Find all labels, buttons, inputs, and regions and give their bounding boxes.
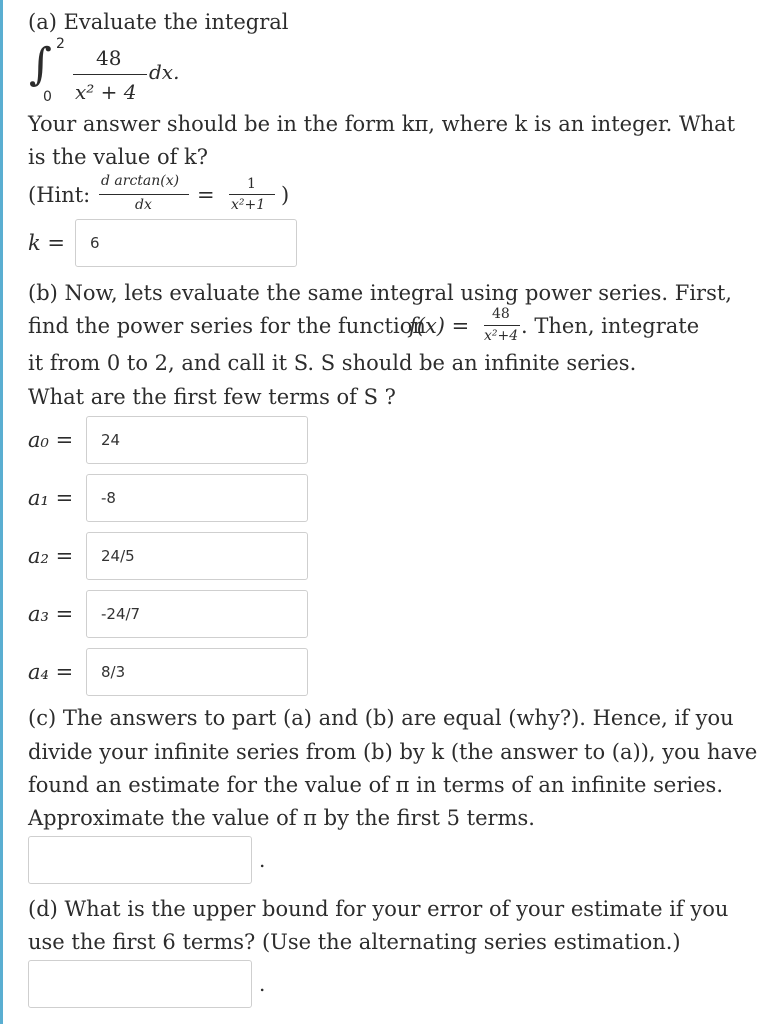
part-b-line2-pre: find the power series for the function [28,314,426,338]
term-a4-label: a₄ = [28,660,74,684]
term-a3-label: a₃ = [28,602,74,626]
part-a-instruction-line1: Your answer should be in the form kπ, where k is an integer. What [28,112,736,136]
k-answer-input[interactable]: 6 [75,219,297,267]
hint-left-denominator: dx [135,197,152,213]
part-b-line3: it from 0 to 2, and call it S. S should be an infinite series. [28,351,637,375]
part-d-line1: (d) What is the upper bound for your error of your estimate if you [28,897,729,921]
part-c-line1: (c) The answers to part (a) and (b) are equal (why?). Hence, if you [28,706,734,730]
term-a1-input[interactable]: -8 [86,474,308,522]
integrand-numerator: 48 [96,46,122,70]
part-c-line2: divide your infinite series from (b) by k (the answer to (a)), you have [28,740,758,764]
hint-right-bar [229,194,275,195]
hint-equals: = [197,183,215,207]
part-b-line4: What are the first few terms of S ? [28,385,396,409]
integrand-denominator: x² + 4 [75,80,137,104]
error-bound-input[interactable] [28,960,252,1008]
term-a3-input[interactable]: -24/7 [86,590,308,638]
part-b-line1: (b) Now, lets evaluate the same integral using power series. First, [28,281,732,305]
hint-right-numerator: 1 [247,176,256,192]
part-c-line4: Approximate the value of π by the first 5 terms. [28,806,535,830]
part-b-function: f(x) = [409,314,470,338]
part-a-instruction-line2: is the value of k? [28,145,209,169]
term-a2-label: a₂ = [28,544,74,568]
integral-sign: ∫ [29,39,52,90]
pi-estimate-input[interactable] [28,836,252,884]
term-a1-label: a₁ = [28,486,74,510]
hint-left-numerator: d arctan(x) [101,173,180,189]
part-b-frac-numerator: 48 [492,306,510,322]
hint-close: ) [281,183,290,207]
term-a0-input[interactable]: 24 [86,416,308,464]
integrand-fraction-bar [73,74,147,75]
hint-open: (Hint: [28,183,91,207]
part-d-line2: use the first 6 terms? (Use the alternating series estimation.) [28,930,681,954]
part-c-period: . [259,848,266,872]
term-a4-input[interactable]: 8/3 [86,648,308,696]
part-b-frac-denominator: x²+4 [484,328,519,344]
part-b-line2-post: . Then, integrate [521,314,700,338]
part-a-heading: (a) Evaluate the integral [28,10,289,34]
part-c-line3: found an estimate for the value of π in terms of an infinite series. [28,773,723,797]
integral-lower-limit: 0 [43,89,52,105]
term-a0-label: a₀ = [28,428,74,452]
integrand-differential: dx. [149,60,180,84]
part-d-period: . [259,972,266,996]
hint-right-denominator: x²+1 [231,197,266,213]
k-label: k = [28,231,65,255]
term-a2-input[interactable]: 24/5 [86,532,308,580]
part-b-frac-bar [484,325,520,326]
hint-left-bar [99,194,189,195]
integral-upper-limit: 2 [56,36,65,52]
